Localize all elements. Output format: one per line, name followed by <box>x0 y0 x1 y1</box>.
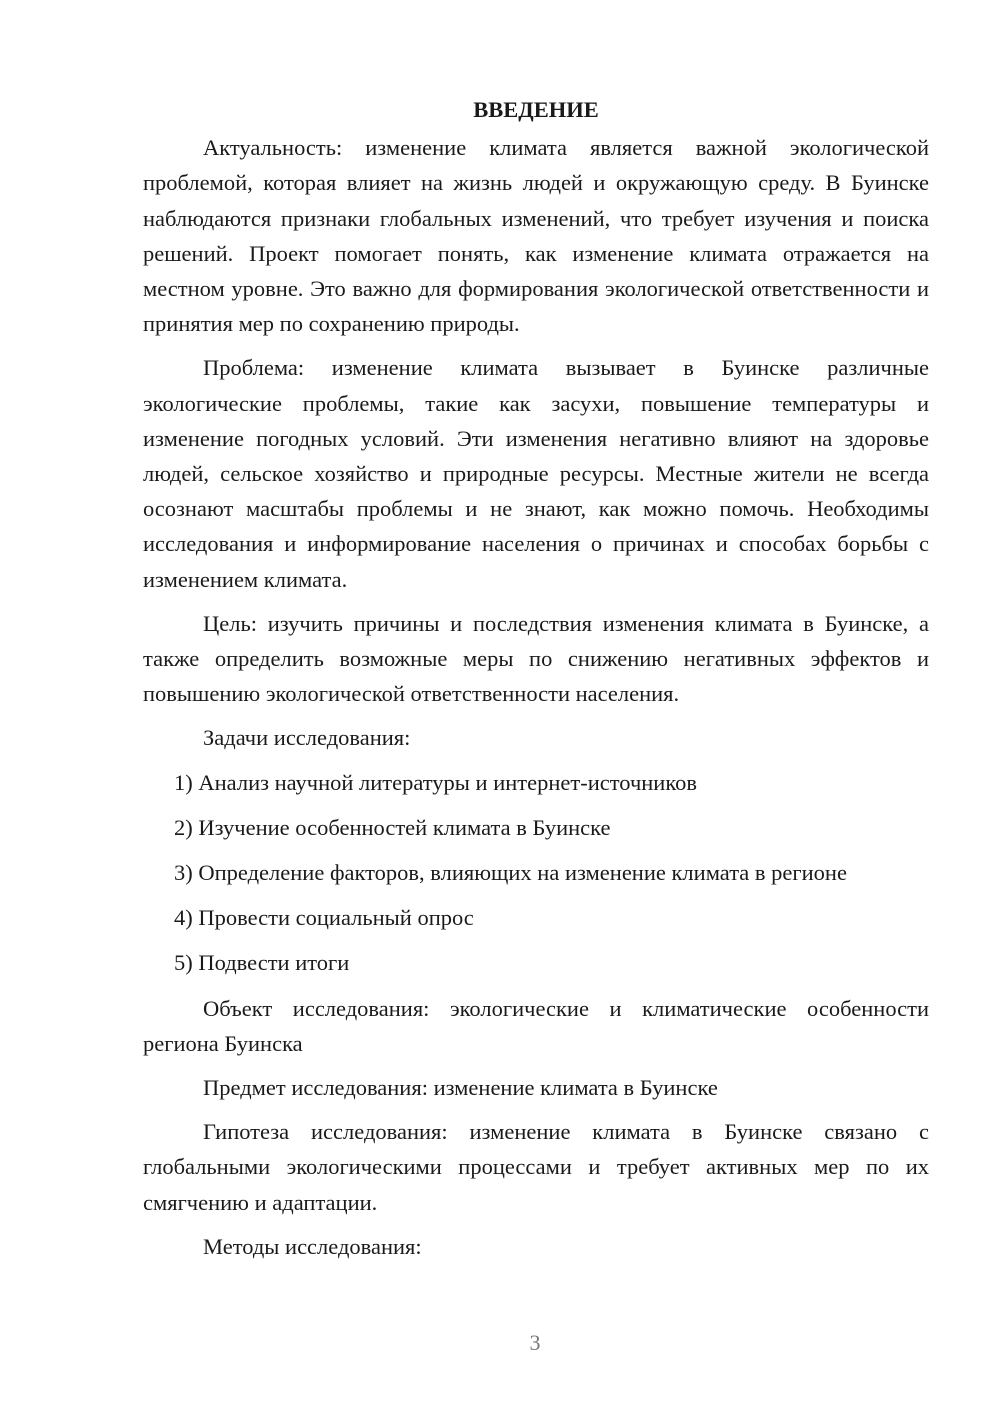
task-item: 4) Провести социальный опрос <box>174 905 474 931</box>
task-item: 3) Определение факторов, влияющих на изменение климата в регионе <box>174 860 847 886</box>
goal-paragraph: Цель: изучить причины и последствия изменения климата в Буинске, а также определить возможные меры по снижению негативных эффектов и повышению экологической ответственности населения. <box>143 610 929 707</box>
tasks-list <box>143 765 929 981</box>
object-paragraph: Объект исследования: экологические и климатические особенности региона Буинска <box>143 995 929 1056</box>
task-item: 1) Анализ научной литературы и интернет-источников <box>174 769 698 795</box>
section-title: ВВЕДЕНИЕ <box>473 97 599 122</box>
subject-paragraph: Предмет исследования: изменение климата в Буинске <box>203 1075 718 1101</box>
task-item: 5) Подвести итоги <box>174 950 350 976</box>
page-number: 3 <box>529 1330 541 1355</box>
tasks-heading: Задачи исследования: <box>203 725 411 751</box>
task-item: 2) Изучение особенностей климата в Буинске <box>174 814 611 840</box>
page-content <box>143 92 929 1273</box>
relevance-paragraph: Актуальность: изменение климата является важной экологической проблемой, которая влияет на жизнь людей и окружающую среду. В Буинске наблюдаются признаки глобальных изменений, что требует изучения и поиска решений. Проект помогает понять, как изменение климата отражается на местном уровне. Это важно для формирования экологической ответственности и принятия мер по сохранению природы. <box>143 135 929 337</box>
methods-heading: Методы исследования: <box>203 1233 422 1259</box>
hypothesis-paragraph: Гипотеза исследования: изменение климата в Буинске связано с глобальными экологическими процессами и требует активных мер по их смягчению и адаптации. <box>143 1119 929 1215</box>
problem-paragraph: Проблема: изменение климата вызывает в Буинске различные экологические проблемы, такие как засухи, повышение температуры и изменение погодных условий. Эти изменения негативно влияют на здоровье людей, сельское хозяйство и природные ресурсы. Местные жители не всегда осознают масштабы проблемы и не знают, как можно помочь. Необходимы исследования и информирование населения о причинах и способах борьбы с изменением климата. <box>143 355 929 592</box>
